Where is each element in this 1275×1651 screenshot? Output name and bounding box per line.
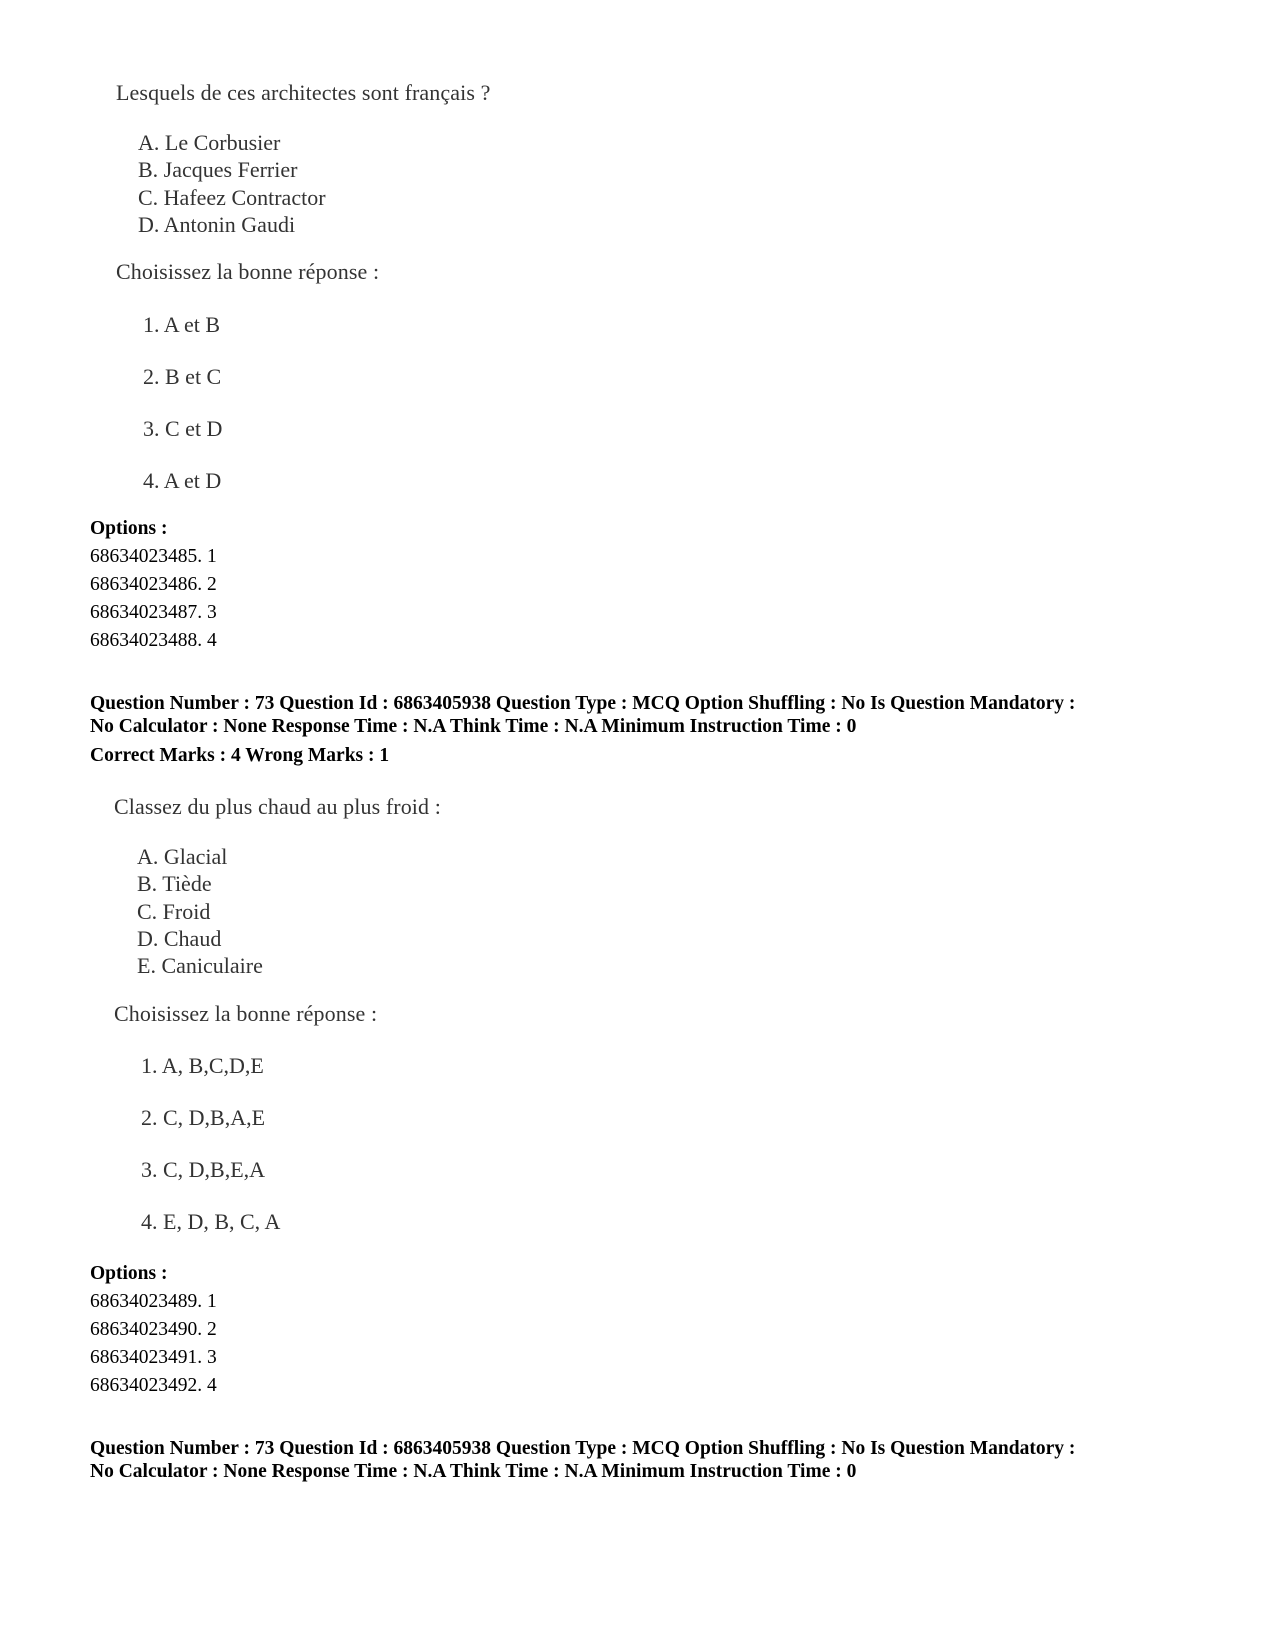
question-a-option-list bbox=[90, 543, 217, 655]
question-b-item: E. Caniculaire bbox=[137, 953, 263, 979]
question-a-instruction: Choisissez la bonne réponse : bbox=[116, 259, 380, 284]
question-b-option: 68634023489. 1 bbox=[90, 1291, 217, 1312]
question-a-choice: 1. A et B bbox=[143, 312, 221, 337]
question-a-choice: 2. B et C bbox=[143, 364, 222, 389]
question-a-options-label: Options : bbox=[90, 518, 168, 539]
question-a-item: B. Jacques Ferrier bbox=[138, 157, 298, 183]
question-b-choice: 1. A, B,C,D,E bbox=[141, 1053, 264, 1078]
question-b-option: 68634023490. 2 bbox=[90, 1319, 217, 1340]
question-b-options-label: Options : bbox=[90, 1263, 168, 1284]
question-b-item: C. Froid bbox=[137, 898, 211, 924]
question-b-stem: Classez du plus chaud au plus froid : bbox=[114, 794, 441, 819]
question-a-item: C. Hafeez Contractor bbox=[138, 184, 326, 210]
question-b-option: 68634023492. 4 bbox=[90, 1375, 217, 1396]
question-b-item: A. Glacial bbox=[137, 844, 228, 869]
question-b-item: B. Tiède bbox=[137, 871, 212, 897]
question-b-choice: 2. C, D,B,A,E bbox=[141, 1105, 266, 1130]
question-a-choice: 4. A et D bbox=[143, 468, 222, 493]
question-b-option: 68634023491. 3 bbox=[90, 1347, 217, 1368]
question-c-header-line1: Question Number : 73 Question Id : 6863405938 Question Type : MCQ Option Shuffling : No Is Question Mandatory : bbox=[90, 1438, 1076, 1459]
question-a-option: 68634023487. 3 bbox=[90, 602, 217, 623]
question-c-header-line2: No Calculator : None Response Time : N.A Think Time : N.A Minimum Instruction Time : 0 bbox=[90, 1461, 857, 1482]
question-a-stem: Lesquels de ces architectes sont français ? bbox=[116, 80, 491, 105]
question-a-item: A. Le Corbusier bbox=[138, 130, 281, 155]
question-b-choice: 3. C, D,B,E,A bbox=[141, 1157, 266, 1182]
question-b-option-list bbox=[90, 1288, 217, 1400]
question-a-choice: 3. C et D bbox=[143, 416, 223, 441]
question-a-item-list bbox=[138, 129, 326, 238]
question-a-option: 68634023486. 2 bbox=[90, 574, 217, 595]
question-b-instruction: Choisissez la bonne réponse : bbox=[114, 1001, 378, 1026]
question-b-marks: Correct Marks : 4 Wrong Marks : 1 bbox=[90, 745, 390, 766]
question-a-option: 68634023488. 4 bbox=[90, 630, 217, 651]
question-b-choice-list bbox=[141, 1052, 280, 1260]
question-b-item-list bbox=[137, 843, 263, 979]
question-b-choice: 4. E, D, B, C, A bbox=[141, 1209, 281, 1234]
question-b-header-line1: Question Number : 73 Question Id : 6863405938 Question Type : MCQ Option Shuffling : No Is Question Mandatory : bbox=[90, 693, 1076, 714]
question-b-item: D. Chaud bbox=[137, 925, 222, 951]
question-a-choice-list bbox=[143, 311, 222, 519]
question-a-option: 68634023485. 1 bbox=[90, 546, 217, 567]
question-b-header-line2: No Calculator : None Response Time : N.A Think Time : N.A Minimum Instruction Time : 0 bbox=[90, 716, 857, 737]
question-a-item: D. Antonin Gaudi bbox=[138, 211, 296, 237]
